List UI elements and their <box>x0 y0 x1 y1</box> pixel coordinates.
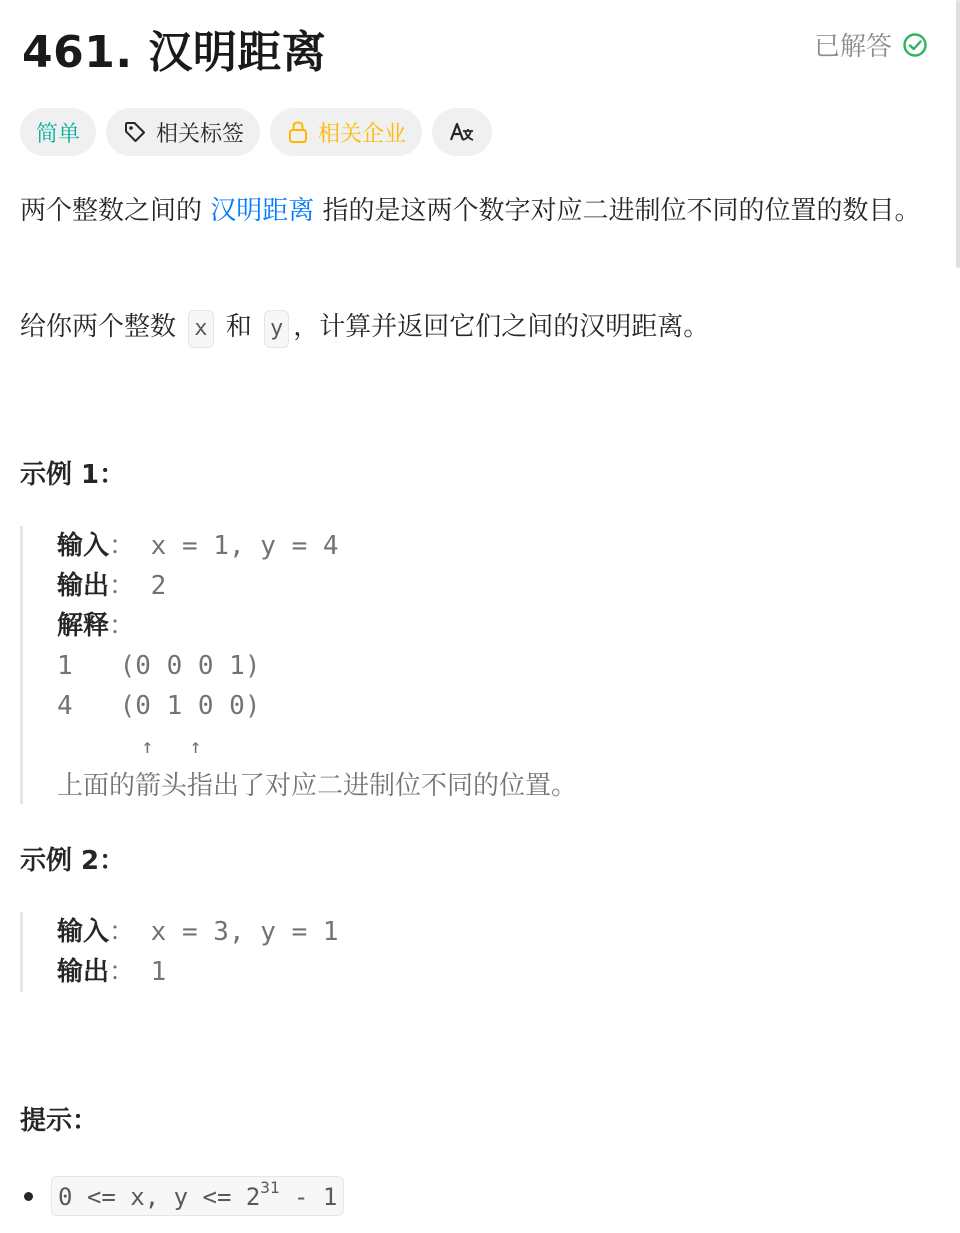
example-1-input-value: x = 1, y = 4 <box>135 531 339 561</box>
example-1-arrows: ↑ ↑ <box>57 734 202 758</box>
hints-heading-text: 提示 <box>20 1106 73 1136</box>
constraint-base: 0 <= x, y <= 2 <box>58 1183 261 1211</box>
statement-text-start: 两个整数之间的 <box>20 196 211 226</box>
companies-button[interactable] <box>270 108 422 156</box>
example-1-output: 输出： 2 <box>57 571 167 601</box>
check-circle-icon <box>902 32 928 58</box>
problem-tags <box>20 108 492 156</box>
example-2-output-value: 1 <box>135 957 167 987</box>
statement-text-end: 指的是这两个数字对应二进制位不同的位置的数目。 <box>314 196 921 226</box>
solved-label: 已解答 <box>813 32 892 62</box>
explain-label: 解释 <box>57 611 110 641</box>
problem-statement <box>20 190 932 232</box>
example-2-input-value: x = 3, y = 1 <box>135 917 339 947</box>
problem-task <box>20 306 709 348</box>
problem-header <box>22 0 938 100</box>
example-2-input: 输入： x = 3, y = 1 <box>57 917 339 947</box>
example-2-output: 输出： 1 <box>57 957 167 987</box>
example-2-block <box>20 912 339 992</box>
constraint-exponent: 31 <box>260 1178 280 1197</box>
example-1-explain: 解释： <box>57 611 136 641</box>
example-1-input: 输入： x = 1, y = 4 <box>57 531 339 561</box>
output-label: 输出 <box>57 571 110 601</box>
constraint-code <box>51 1176 344 1216</box>
task-text-end: ，计算并返回它们之间的汉明距离。 <box>293 312 710 342</box>
constraint-item <box>24 1176 344 1216</box>
task-text-mid: 和 <box>217 312 261 342</box>
tag-icon <box>122 119 148 145</box>
task-text-start: 给你两个整数 <box>20 312 185 342</box>
example-2-heading: 示例 2： <box>20 846 126 876</box>
difficulty-label: 简单 <box>36 121 81 147</box>
topics-label: 相关标签 <box>156 121 245 147</box>
hints-heading: 提示： <box>20 1106 99 1136</box>
scrollbar[interactable] <box>956 0 960 268</box>
solved-status <box>814 26 928 63</box>
example-1-binary-1: 1 (0 0 0 1) <box>57 651 261 681</box>
input-label: 输入 <box>57 917 110 947</box>
topics-button[interactable] <box>106 108 260 156</box>
problem-title[interactable]: 461. 汉明距离 <box>22 27 327 78</box>
example-1-output-value: 2 <box>135 571 167 601</box>
output-label: 输出 <box>57 957 110 987</box>
var-y: y <box>264 310 289 348</box>
translate-icon <box>448 119 476 145</box>
lock-icon <box>286 119 310 145</box>
example-1-block <box>20 526 577 804</box>
input-label: 输入 <box>57 531 110 561</box>
var-x: x <box>188 310 213 348</box>
example-1-binary-4: 4 (0 1 0 0) <box>57 691 261 721</box>
constraint-tail: - 1 <box>279 1183 338 1211</box>
example-1-note: 上面的箭头指出了对应二进制位不同的位置。 <box>57 771 578 801</box>
bullet-icon <box>24 1192 33 1201</box>
translate-button[interactable] <box>432 108 492 156</box>
hamming-distance-link[interactable]: 汉明距离 <box>210 196 315 226</box>
example-2-heading-text: 示例 2 <box>20 846 100 876</box>
example-1-heading-text: 示例 1 <box>20 460 100 490</box>
companies-label: 相关企业 <box>318 121 407 147</box>
difficulty-badge[interactable] <box>20 108 96 156</box>
example-1-heading: 示例 1： <box>20 460 126 490</box>
